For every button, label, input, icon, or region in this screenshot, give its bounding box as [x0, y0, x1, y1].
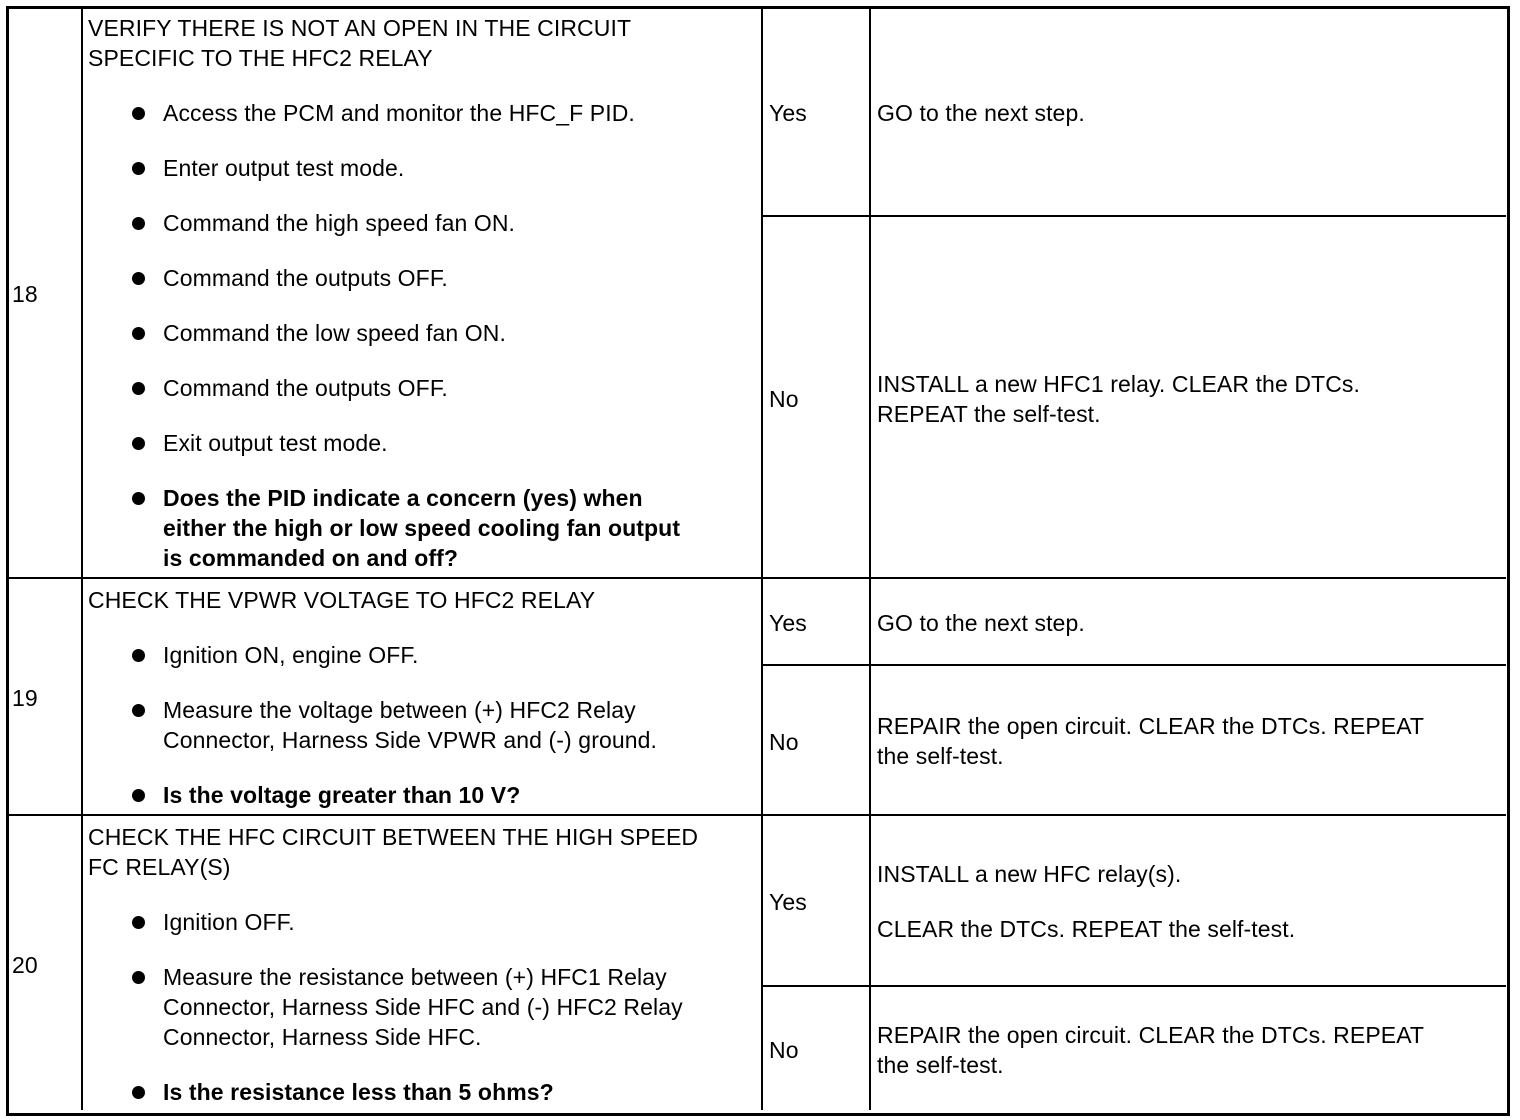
instruction-text: Measure the voltage between (+) HFC2 Relay — [163, 697, 636, 723]
column-divider-action — [761, 6, 763, 1110]
instruction-text: Ignition ON, engine OFF. — [163, 642, 419, 668]
bullet-icon — [132, 971, 145, 984]
instruction-text: Command the outputs OFF. — [163, 265, 448, 291]
bullet-icon — [132, 789, 145, 802]
no-label: No — [769, 386, 799, 412]
bullet-icon — [132, 704, 145, 717]
step-title: FC RELAY(S) — [88, 854, 231, 880]
bullet-icon — [132, 162, 145, 175]
step-title: CHECK THE VPWR VOLTAGE TO HFC2 RELAY — [88, 587, 596, 613]
instruction-text: Connector, Harness Side VPWR and (-) ground. — [163, 727, 658, 753]
instruction-text: Measure the resistance between (+) HFC1 Relay — [163, 964, 667, 990]
question-text: Is the resistance less than 5 ohms? — [163, 1079, 554, 1105]
row-divider-19-20 — [6, 814, 1506, 816]
yes-action: INSTALL a new HFC relay(s). — [877, 861, 1182, 887]
question-text: Does the PID indicate a concern (yes) when — [163, 485, 643, 511]
bullet-icon — [132, 107, 145, 120]
bullet-icon — [132, 1086, 145, 1099]
step-title: VERIFY THERE IS NOT AN OPEN IN THE CIRCUIT — [88, 15, 632, 41]
instruction-text: Connector, Harness Side HFC. — [163, 1024, 482, 1050]
yes-action: GO to the next step. — [877, 100, 1085, 126]
step-number: 20 — [12, 952, 38, 978]
row-divider-18-19 — [6, 577, 1506, 579]
no-label: No — [769, 1037, 799, 1063]
bullet-icon — [132, 327, 145, 340]
step-title: SPECIFIC TO THE HFC2 RELAY — [88, 45, 433, 71]
no-label: No — [769, 729, 799, 755]
bullet-icon — [132, 437, 145, 450]
instruction-text: Command the outputs OFF. — [163, 375, 448, 401]
bullet-icon — [132, 916, 145, 929]
yes-label: Yes — [769, 889, 807, 915]
column-divider-result — [869, 6, 871, 1110]
column-divider-step — [81, 6, 83, 1110]
yes-label: Yes — [769, 100, 807, 126]
instruction-text: Exit output test mode. — [163, 430, 388, 456]
instruction-text: Ignition OFF. — [163, 909, 295, 935]
instruction-text: Command the high speed fan ON. — [163, 210, 516, 236]
instruction-text: Enter output test mode. — [163, 155, 405, 181]
no-action: INSTALL a new HFC1 relay. CLEAR the DTCs. — [877, 371, 1360, 397]
step-number: 18 — [12, 281, 38, 307]
instruction-text: Connector, Harness Side HFC and (-) HFC2 Relay — [163, 994, 683, 1020]
instruction-text: Command the low speed fan ON. — [163, 320, 506, 346]
yes-label: Yes — [769, 610, 807, 636]
no-action: REPAIR the open circuit. CLEAR the DTCs. REPEAT — [877, 1022, 1425, 1048]
bullet-icon — [132, 492, 145, 505]
step-title: CHECK THE HFC CIRCUIT BETWEEN THE HIGH SPEED — [88, 824, 699, 850]
yes-no-divider-18 — [761, 215, 1506, 217]
bullet-icon — [132, 649, 145, 662]
no-action: REPAIR the open circuit. CLEAR the DTCs. REPEAT — [877, 713, 1425, 739]
bullet-icon — [132, 217, 145, 230]
step-number: 19 — [12, 685, 38, 711]
no-action: REPEAT the self-test. — [877, 401, 1101, 427]
bullet-icon — [132, 272, 145, 285]
question-text: either the high or low speed cooling fan output — [163, 515, 681, 541]
yes-no-divider-19 — [761, 664, 1506, 666]
yes-action: GO to the next step. — [877, 610, 1085, 636]
question-text: Is the voltage greater than 10 V? — [163, 782, 521, 808]
no-action: the self-test. — [877, 743, 1004, 769]
bullet-icon — [132, 382, 145, 395]
yes-no-divider-20 — [761, 985, 1506, 987]
yes-action: CLEAR the DTCs. REPEAT the self-test. — [877, 916, 1296, 942]
instruction-text: Access the PCM and monitor the HFC_F PID. — [163, 100, 635, 126]
question-text: is commanded on and off? — [163, 545, 459, 571]
no-action: the self-test. — [877, 1052, 1004, 1078]
